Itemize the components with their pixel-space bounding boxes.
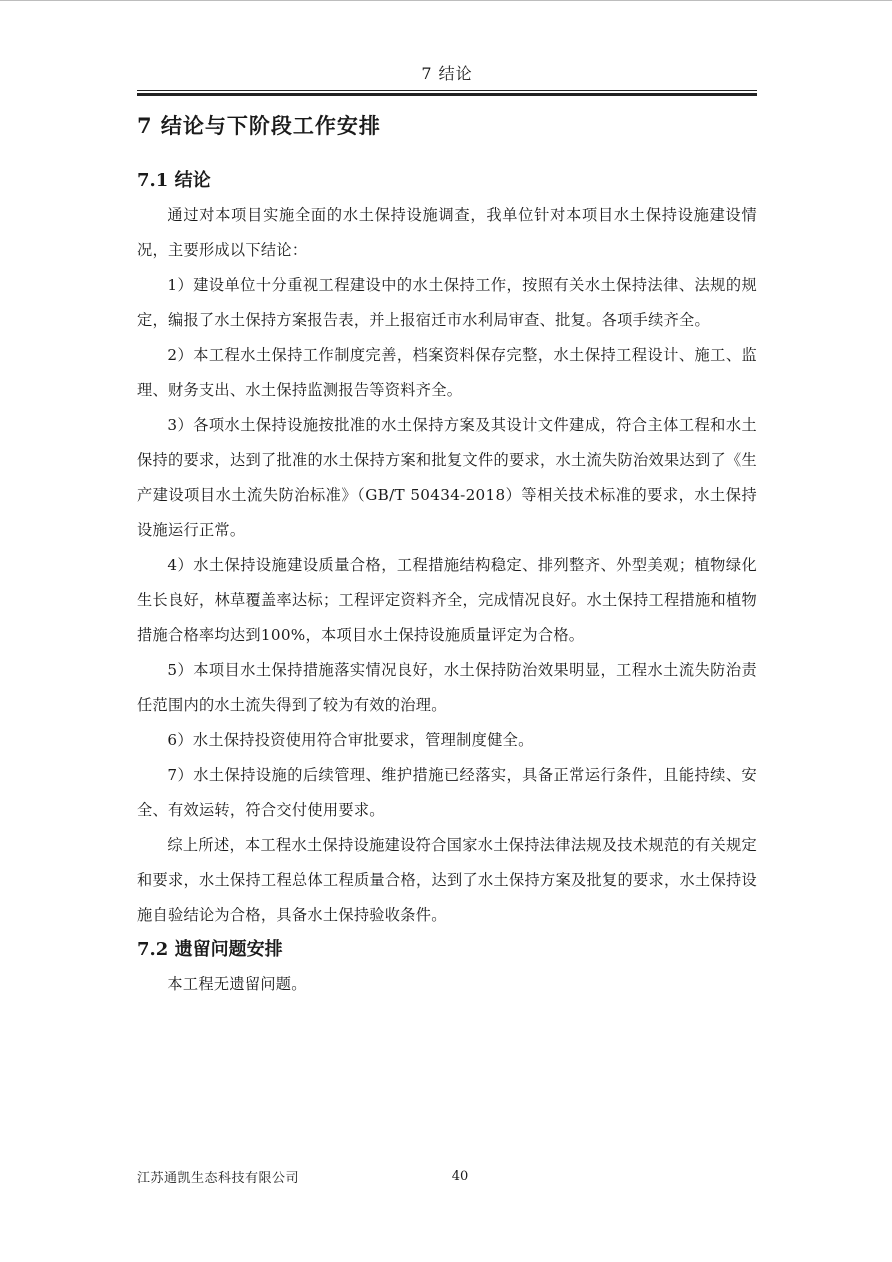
running-header: 7 结论 (421, 64, 473, 83)
header-rule-thick (137, 93, 757, 96)
paragraph-conclusion-3: 3）各项水土保持设施按批准的水土保持方案及其设计文件建成，符合主体工程和水土保持的要求，达到了批准的水土保持方案和批复文件的要求，水土流失防治效果达到了《生产建设项目水土流失防治标准》（GB/T 50434-2018）等相关技术标准的要求，水土保持设施运行正常。 (137, 416, 757, 539)
paragraph-summary: 综上所述，本工程水土保持设施建设符合国家水土保持法律法规及技术规范的有关规定和要求，水土保持工程总体工程质量合格，达到了水土保持方案及批复的要求，水土保持设施自验结论为合格，具备水土保持验收条件。 (137, 836, 757, 924)
paragraph-conclusion-5: 5）本项目水土保持措施落实情况良好，水土保持防治效果明显，工程水土流失防治责任范围内的水土流失得到了较为有效的治理。 (137, 661, 757, 714)
spacer (137, 146, 757, 164)
paragraph-remaining-issues: 本工程无遗留问题。 (167, 975, 307, 993)
paragraph-conclusion-4: 4）水土保持设施建设质量合格，工程措施结构稳定、排列整齐、外型美观；植物绿化生长良好，林草覆盖率达标；工程评定资料齐全，完成情况良好。水土保持工程措施和植物措施合格率均达到100%，本项目水土保持设施质量评定为合格。 (137, 556, 757, 644)
page-content (137, 106, 757, 1002)
paragraph-conclusion-1: 1）建设单位十分重视工程建设中的水土保持工作，按照有关水土保持法律、法规的规定，编报了水土保持方案报告表，并上报宿迁市水利局审查、批复。各项手续齐全。 (137, 276, 757, 329)
chapter-title: 7 结论与下阶段工作安排 (137, 113, 381, 138)
paragraph-conclusion-7: 7）水土保持设施的后续管理、维护措施已经落实，具备正常运行条件，且能持续、安全、有效运转，符合交付使用要求。 (137, 766, 757, 819)
section-heading-remaining-issues: 7.2 遗留问题安排 (137, 939, 283, 960)
footer-page-number: 40 (451, 1169, 469, 1184)
paragraph-conclusion-6: 6）水土保持投资使用符合审批要求，管理制度健全。 (167, 731, 534, 749)
paragraph-conclusion-2: 2）本工程水土保持工作制度完善，档案资料保存完整，水土保持工程设计、施工、监理、财务支出、水土保持监测报告等资料齐全。 (137, 346, 757, 399)
page-top-edge (0, 0, 892, 1)
section-heading-conclusion: 7.1 结论 (137, 170, 211, 191)
header-rule-thin (137, 90, 757, 91)
paragraph-intro: 通过对本项目实施全面的水土保持设施调查，我单位针对本项目水土保持设施建设情况，主要形成以下结论： (137, 206, 757, 259)
footer-company: 江苏通凯生态科技有限公司 (137, 1171, 300, 1186)
